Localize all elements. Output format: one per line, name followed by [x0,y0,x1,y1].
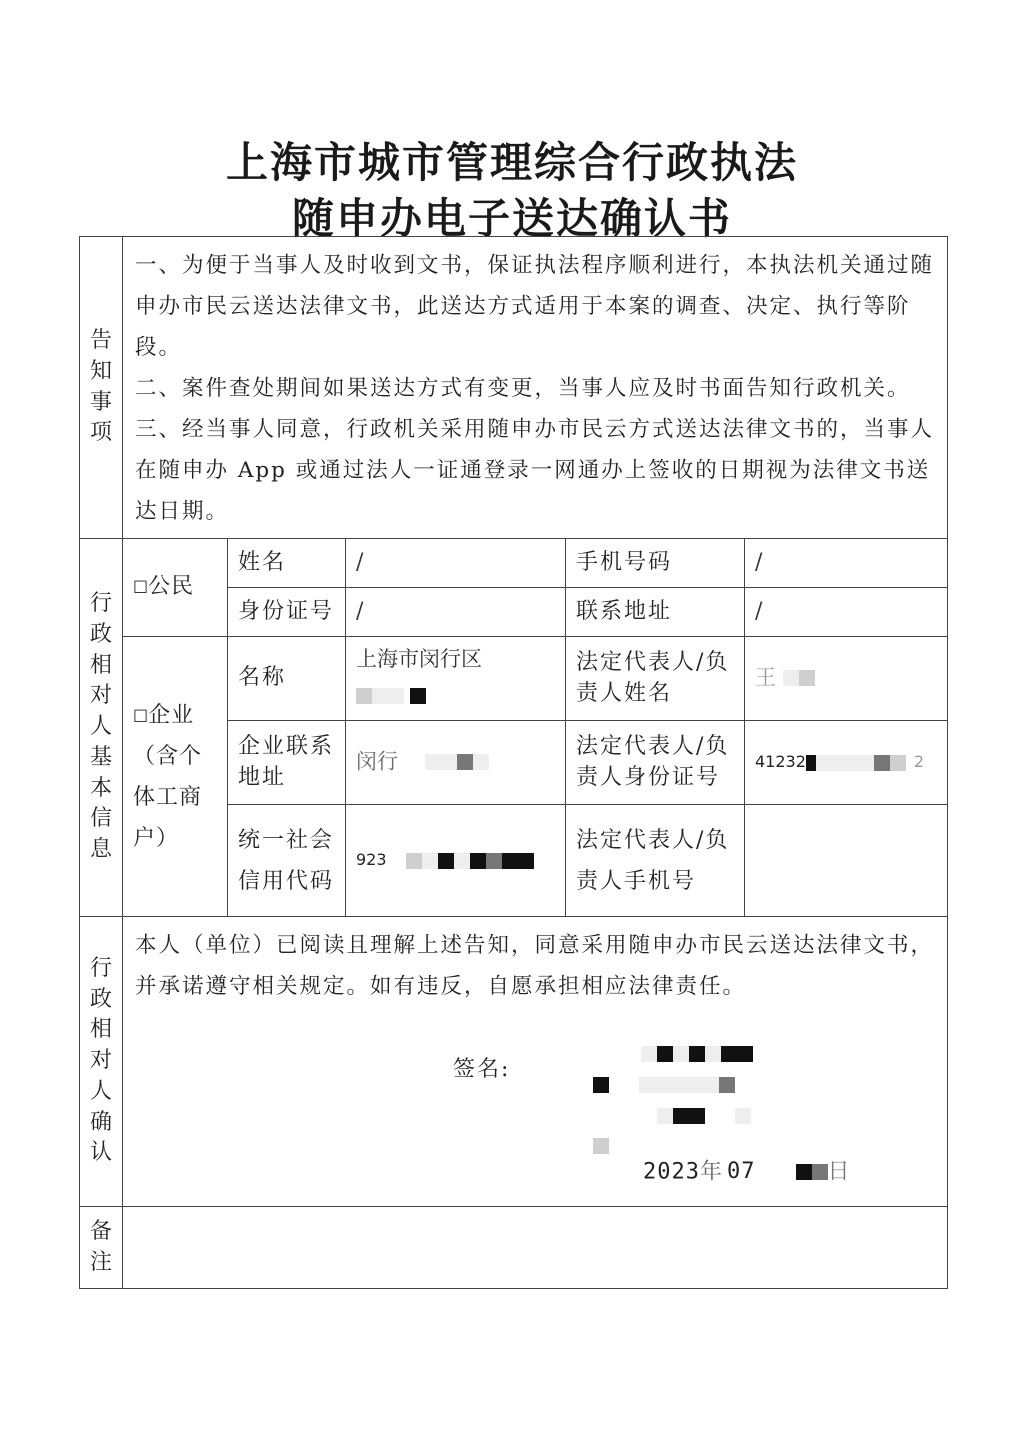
enterprise-name-cell [346,637,566,721]
confirmation-content [123,917,948,1207]
redacted-mosaic [796,1157,828,1188]
citizen-phone-value: / [745,539,948,588]
notice-item-1: 一、为便于当事人及时收到文书，保证执法程序顺利进行，本执法机关通过随申办市民云送达法律文书，此送达方式适用于本案的调查、决定、执行等阶段。 [135,253,935,360]
enterprise-name-label: 名称 [228,637,346,721]
notice-item-2: 二、案件查处期间如果送达方式有变更，当事人应及时书面告知行政机关。 [135,376,911,401]
citizen-id-value: / [346,588,566,637]
notice-section-label: 告 知 事 项 [80,237,123,539]
document-title-line-1: 上海市城市管理综合行政执法 [225,138,798,187]
signature-mosaic [593,1039,753,1162]
rep-id-suffix: 2 [913,752,925,772]
citizen-name-value: / [346,539,566,588]
signature-date: 2023年 07 日 [643,1157,851,1188]
citizen-category[interactable]: □公民 [123,539,228,637]
notice-content [123,237,948,539]
remarks-value[interactable] [123,1207,948,1289]
credit-code-value: 923 [356,850,387,870]
rep-name-value: 王 [755,665,776,690]
remarks-section-label: 备 注 [80,1207,123,1289]
rep-id-value: 41232 [755,752,806,772]
rep-name-label: 法定代表人/负责人姓名 [566,637,745,721]
party-info-section-label: 行 政 相 对 人 基 本 信 息 [80,539,123,917]
enterprise-address-value: 闵行 [356,749,398,774]
signature-label: 签名: [453,1057,511,1082]
redacted-mosaic [806,751,906,773]
document-title-line-2: 随申办电子送达确认书 [291,194,732,243]
enterprise-checkbox[interactable]: □ [133,705,149,724]
confirmation-section-label: 行 政 相 对 人 确 认 [80,917,123,1207]
rep-id-label: 法定代表人/负责人身份证号 [566,721,745,805]
citizen-name-label: 姓名 [228,539,346,588]
redacted-mosaic [425,747,489,778]
enterprise-name-value: 上海市闵行区 [356,647,482,672]
citizen-id-label: 身份证号 [228,588,346,637]
redacted-mosaic [356,681,426,712]
notice-item-3: 三、经当事人同意，行政机关采用随申办市民云方式送达法律文书的，当事人在随申办 App 或通过法人一证通登录一网通办上签收的日期视为法律文书送达日期。 [135,417,935,524]
confirmation-text: 本人（单位）已阅读且理解上述告知，同意采用随申办市民云送达法律文书，并承诺遵守相关规定。如有违反，自愿承担相应法律责任。 [135,933,935,999]
rep-id-cell [745,721,948,805]
redacted-mosaic [783,663,815,694]
rep-phone-label: 法定代表人/负责人手机号 [566,805,745,917]
citizen-phone-label: 手机号码 [566,539,745,588]
rep-phone-value [745,805,948,917]
delivery-confirmation-form [79,236,948,1289]
enterprise-address-label: 企业联系地址 [228,721,346,805]
enterprise-category[interactable]: □企业（含个体工商户） [123,637,228,917]
rep-name-cell [745,637,948,721]
redacted-mosaic [406,849,534,871]
citizen-checkbox[interactable]: □ [133,576,149,596]
citizen-address-label: 联系地址 [566,588,745,637]
credit-code-cell [346,805,566,917]
citizen-address-value: / [745,588,948,637]
enterprise-address-cell [346,721,566,805]
credit-code-label: 统一社会信用代码 [228,805,346,917]
